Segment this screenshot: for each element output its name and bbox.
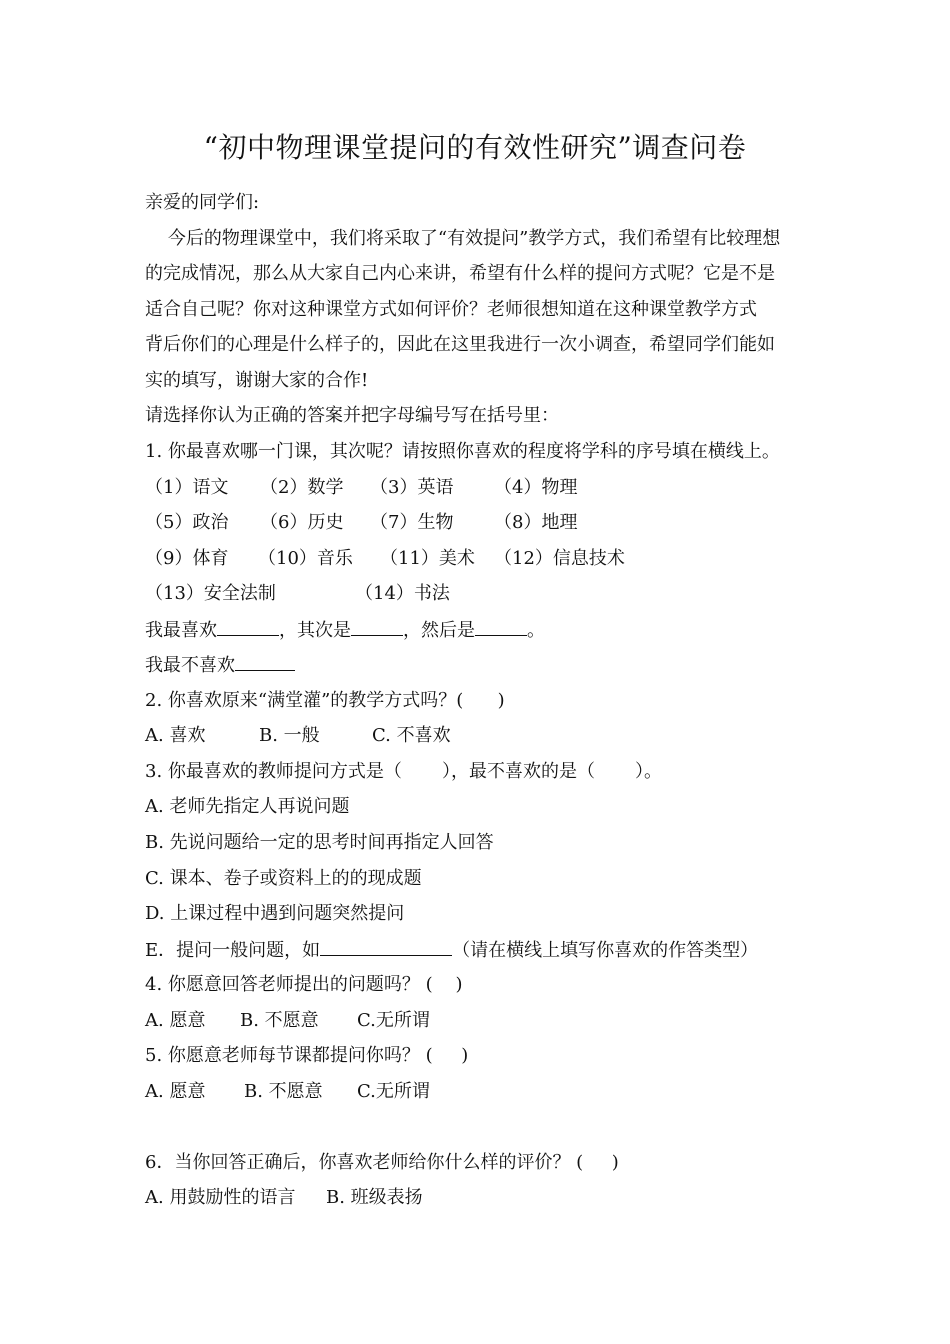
q4-option[interactable]: A. 愿意 [145, 1010, 206, 1031]
q4-option[interactable]: C.无所谓 [357, 1010, 430, 1031]
q6-option[interactable]: B. 班级表扬 [326, 1187, 423, 1208]
intro-line: 适合自己呢？你对这种课堂方式如何评价？老师很想知道在这种课堂教学方式 [145, 299, 757, 320]
q1-favorite-line [145, 617, 545, 644]
greeting: 亲爱的同学们: [145, 192, 260, 213]
subject-option: （3）英语 [370, 477, 454, 498]
subject-option: （1）语文 [145, 477, 229, 498]
q1-least-line [145, 652, 295, 679]
intro-line: 今后的物理课堂中，我们将采取了“有效提问”教学方式，我们希望有比较理想 [145, 228, 781, 249]
q3-option-e-hint: （请在横线上填写你喜欢的作答类型） [452, 940, 759, 961]
q4-option[interactable]: B. 不愿意 [240, 1010, 319, 1031]
subject-option: （9）体育 [145, 548, 229, 569]
q1-fav-label: 我最喜欢 [145, 620, 217, 641]
q3-option[interactable]: A. 老师先指定人再说问题 [145, 796, 350, 817]
instruction: 请选择你认为正确的答案并把字母编号写在括号里： [145, 405, 559, 426]
q6-question: 6．当你回答正确后，你喜欢老师给你什么样的评价？ ( ) [145, 1152, 619, 1173]
q5-option[interactable]: A. 愿意 [145, 1081, 206, 1102]
q2-question: 2. 你喜欢原来“满堂灌”的教学方式吗？( ) [145, 690, 505, 711]
q1-third-label: ，然后是 [403, 620, 475, 641]
subject-option: （14）书法 [355, 583, 450, 604]
answer-blank[interactable] [320, 937, 452, 956]
intro-line: 实的填写，谢谢大家的合作! [145, 370, 369, 391]
q1-end-mark: 。 [527, 620, 545, 641]
intro-line: 背后你们的心理是什么样子的，因此在这里我进行一次小调查，希望同学们能如 [145, 334, 775, 355]
subject-option: （10）音乐 [258, 548, 353, 569]
q3-option[interactable]: C. 课本、卷子或资料上的的现成题 [145, 868, 422, 889]
subject-option: （8）地理 [494, 512, 578, 533]
answer-blank[interactable] [475, 617, 527, 636]
subject-option: （13）安全法制 [145, 583, 276, 604]
subject-option: （12）信息技术 [494, 548, 625, 569]
q4-question: 4. 你愿意回答老师提出的问题吗？ ( ) [145, 974, 463, 995]
q3-option[interactable]: B. 先说问题给一定的思考时间再指定人回答 [145, 832, 494, 853]
answer-blank[interactable] [351, 617, 403, 636]
q3-option-e [145, 937, 758, 964]
subject-option: （6）历史 [260, 512, 344, 533]
q3-option[interactable]: D. 上课过程中遇到问题突然提问 [145, 903, 405, 924]
answer-blank[interactable] [217, 617, 279, 636]
subject-option: （11）美术 [380, 548, 475, 569]
subject-option: （2）数学 [260, 477, 344, 498]
q3-option-e-label: E．提问一般问题，如 [145, 940, 321, 961]
subject-option: （7）生物 [370, 512, 454, 533]
q6-option[interactable]: A. 用鼓励性的语言 [145, 1187, 296, 1208]
subject-option: （5）政治 [145, 512, 229, 533]
q2-option[interactable]: C. 不喜欢 [372, 725, 451, 746]
q2-option[interactable]: B. 一般 [259, 725, 320, 746]
q5-option[interactable]: C.无所谓 [357, 1081, 430, 1102]
intro-line: 的完成情况，那么从大家自己内心来讲，希望有什么样的提问方式呢？它是不是 [145, 263, 775, 284]
q2-option[interactable]: A. 喜欢 [145, 725, 206, 746]
subject-option: （4）物理 [494, 477, 578, 498]
q5-option[interactable]: B. 不愿意 [244, 1081, 323, 1102]
q1-least-label: 我最不喜欢 [145, 655, 235, 676]
q5-question: 5. 你愿意老师每节课都提问你吗？ ( ) [145, 1045, 469, 1066]
q1-second-label: ，其次是 [279, 620, 351, 641]
answer-blank[interactable] [235, 652, 295, 671]
q1-question: 1. 你最喜欢哪一门课，其次呢？请按照你喜欢的程度将学科的序号填在横线上。 [145, 441, 780, 462]
page-title: “初中物理课堂提问的有效性研究”调查问卷 [203, 131, 747, 164]
q3-question: 3. 你最喜欢的教师提问方式是（ ），最不喜欢的是（ ）。 [145, 761, 662, 782]
